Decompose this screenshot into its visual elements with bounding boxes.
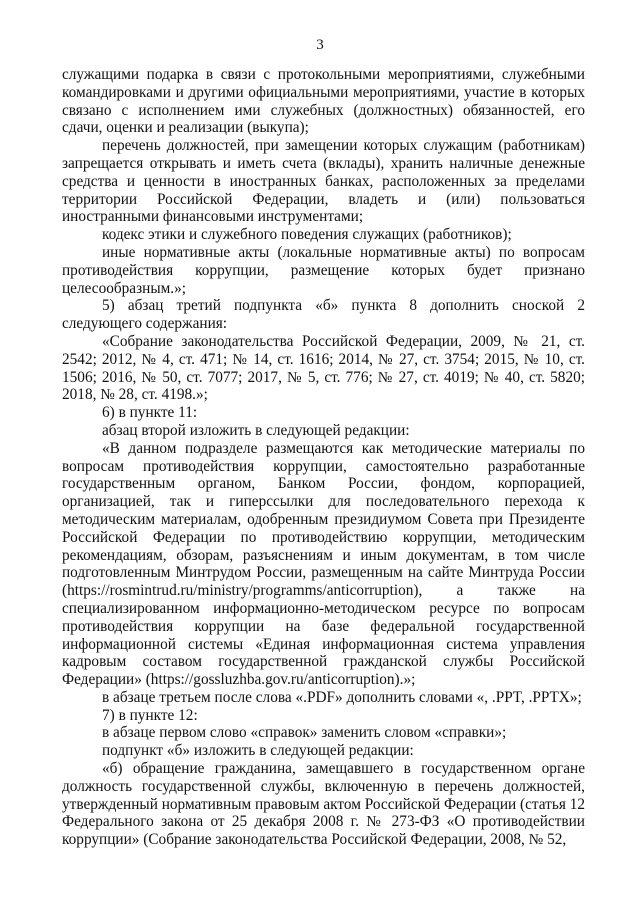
paragraph-citizen-appeal: «б) обращение гражданина, замещавшего в государственном органе должность государственной службы, включенную в перечень должностей, утвержденный нормативным правовым актом Российской Федерации (статья 12 Федерального закона от 25 декабря 2008 г. № 273-ФЗ «О противодействии коррупции» (Собрание законодательства Российской Федерации, 2008, № 52,	[62, 760, 585, 849]
paragraph-other-acts: иные нормативные акты (локальные нормативные акты) по вопросам противодействия коррупции, размещение которых будет признано целесообразным.»;	[62, 243, 585, 297]
paragraph-item-5: 5) абзац третий подпункта «б» пункта 8 дополнить сноской 2 следующего содержания:	[62, 297, 585, 333]
paragraph-second-abzac: абзац второй изложить в следующей редакции:	[102, 421, 410, 439]
paragraph-item-6: 6) в пункте 11:	[102, 404, 198, 422]
paragraph-ethics-code: кодекс этики и служебного поведения служащих (работников);	[102, 226, 512, 244]
document-body	[62, 66, 585, 849]
paragraph-gift-continuation: служащими подарка в связи с протокольными мероприятиями, служебными командировками и другими официальными мероприятиями, участие в которых связано с исполнением ими служебных (должностных) обязанностей, его сдачи, оценки и реализации (выкупа);	[62, 66, 585, 137]
paragraph-positions-list: перечень должностей, при замещении которых служащим (работникам) запрещается открывать и иметь счета (вклады), хранить наличные денежные средства и ценности в иностранных банках, расположенных за пределами территории Российской Федерации, владеть и (или) пользоваться иностранными финансовыми инструментами;	[62, 137, 585, 226]
paragraph-item-7: 7) в пункте 12:	[102, 706, 198, 724]
paragraph-subitem-b: подпункт «б» изложить в следующей редакции:	[102, 742, 414, 760]
paragraph-first-abzac: в абзаце первом слово «справок» заменить словом «справки»;	[102, 724, 507, 742]
page-number: 3	[316, 37, 324, 53]
paragraph-footnote-citation: «Собрание законодательства Российской Федерации, 2009, № 21, ст. 2542; 2012, № 4, ст. 471; № 14, ст. 1616; 2014, № 27, ст. 3754; 2015, № 10, ст. 1506; 2016, № 50, ст. 7077; 2017, № 5, ст. 776; № 27, ст. 4019; № 40, ст. 5820; 2018, № 28, ст. 4198.»;	[62, 332, 585, 404]
paragraph-methodical-materials: «В данном подразделе размещаются как методические материалы по вопросам противодействия коррупции, самостоятельно разработанные государственным органом, Банком России, фондом, корпорацией, организацией, так и гиперссылки для последовательного перехода к методическим материалам, одобренным президиумом Совета при Президенте Российской Федерации по противодействию коррупции, методическим рекомендациям, обзорам, разъяснениям и иным документам, в том числе подготовленным Минтрудом России, размещенным на сайте Минтруда России (https://rosmintrud.ru/ministry/programms/anticorruption), а также на специализированном информационно-методическом ресурсе по вопросам противодействия коррупции на базе федеральной государственной информационной системы «Единая информационная система управления кадровым составом государственной гражданской службы Российской Федерации» (https://gossluzhba.gov.ru/anticorruption).»;	[62, 439, 585, 689]
paragraph-third-abzac: в абзаце третьем после слова «.PDF» дополнить словами «, .PPT, .PPTX»;	[102, 688, 582, 706]
